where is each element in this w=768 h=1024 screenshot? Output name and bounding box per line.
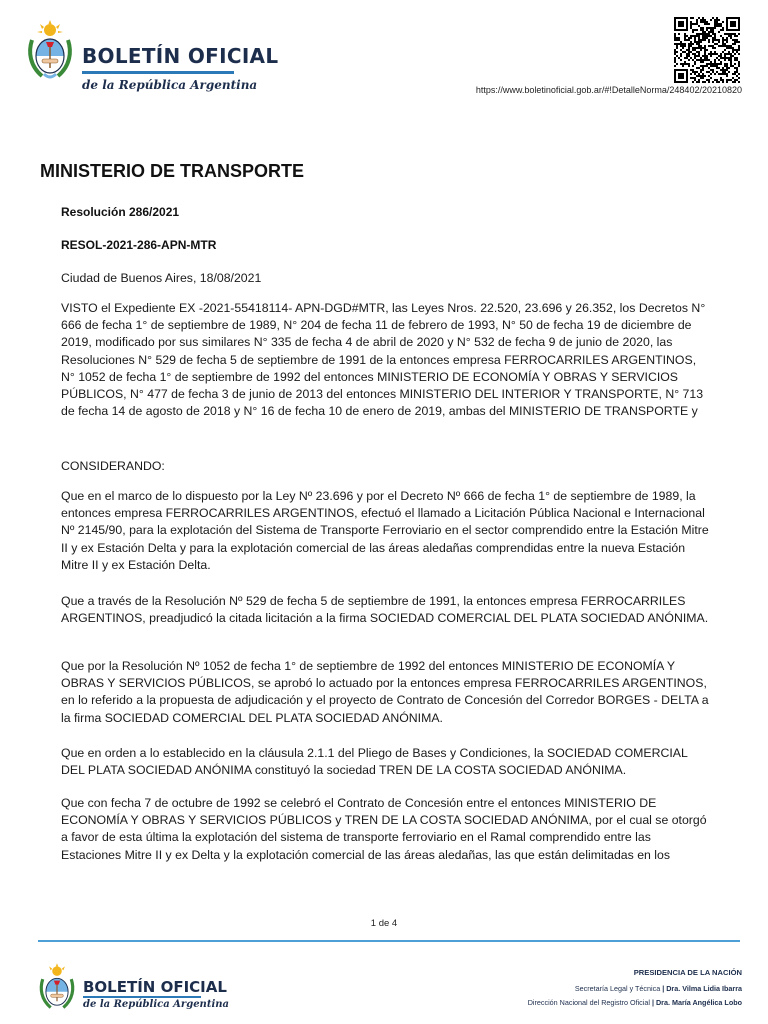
footer-brand-subtitle: de la República Argentina (83, 999, 229, 1010)
footer-separator: | (651, 998, 654, 1007)
paragraph: Que en el marco de lo dispuesto por la Ley Nº 23.696 y por el Decreto Nº 666 de fecha 1° de septiembre de 1989, la entonces empresa FERROCARRILES ARGENTINOS, efectuó el llamado a Licitación Pública Nacional e Internacional Nº 2145/90, para la explotación del Sistema de Transporte Ferroviario en el sector comprendido entre la Estación Mitre II y ex Estación Delta y para la explotación comercial de las áreas aledañas comprendidas entre la nueva Estación Mitre II y ex Estación Delta. (61, 489, 709, 572)
brand-title: BOLETÍN OFICIAL (82, 44, 279, 68)
ministry-title: MINISTERIO DE TRANSPORTE (40, 161, 305, 181)
qr-code-icon[interactable] (674, 17, 740, 83)
considerando-heading: CONSIDERANDO: (61, 459, 165, 473)
page-number: 1 de 4 (370, 918, 398, 929)
document-url[interactable]: https://www.boletinoficial.gob.ar/#!DetalleNorma/248402/20210820 (475, 85, 742, 95)
footer-secretaria-name: Dra. Vilma Lidia Ibarra (666, 984, 742, 993)
footer-secretaria: Secretaría Legal y Técnica (574, 984, 661, 993)
footer-separator: | (662, 984, 665, 993)
footer-direccion: Dirección Nacional del Registro Oficial (527, 998, 650, 1007)
paragraph: Que a través de la Resolución Nº 529 de fecha 5 de septiembre de 1991, la entonces empresa FERROCARRILES ARGENTINOS, preadjudicó la citada licitación a la firma SOCIEDAD COMERCIAL DEL PLATA SOCIEDAD ANÓNIMA. (61, 594, 709, 626)
place-date: Ciudad de Buenos Aires, 18/08/2021 (61, 271, 262, 285)
footer-brand-title: BOLETÍN OFICIAL (83, 978, 227, 996)
header-logo (26, 14, 279, 92)
visto-paragraph: VISTO el Expediente EX -2021-55418114- APN-DGD#MTR, las Leyes Nros. 22.520, 23.696 y 26.352, los Decretos N° 666 de fecha 1° de septiembre de 1989, N° 204 de fecha 11 de febrero de 1993, N° 50 de fecha 19 de diciembre de 2019, modificado por sus similares N° 335 de fecha 4 de abril de 2020 y N° 532 de fecha 9 de junio de 2020, las Resoluciones N° 529 de fecha 5 de septiembre de 1991 de la entonces empresa FERROCARRILES ARGENTINOS, N° 1052 de fecha 1° de septiembre de 1992 del entonces MINISTERIO DE ECONOMÍA Y OBRAS Y SERVICIOS PÚBLICOS, N° 477 de fecha 3 de junio de 2013 del entonces MINISTERIO DEL INTERIOR Y TRANSPORTE, N° 713 de fecha 14 de agosto de 2018 y N° 16 de fecha 10 de enero de 2019, ambas del MINISTERIO DE TRANSPORTE y (61, 301, 706, 419)
footer-secretaria-line (575, 984, 742, 993)
footer-divider (38, 940, 740, 942)
brand-divider (82, 71, 234, 74)
paragraph: Que por la Resolución Nº 1052 de fecha 1° de septiembre de 1992 del entonces MINISTERIO DE ECONOMÍA Y OBRAS Y SERVICIOS PÚBLICOS, se aprobó lo actuado por la entonces empresa FERROCARRILES ARGENTINOS, en lo referido a la propuesta de adjudicación y el proyecto de Contrato de Concesión del Corredor BORGES - DELTA a la firma SOCIEDAD COMERCIAL DEL PLATA SOCIEDAD ANÓNIMA. (61, 659, 709, 725)
footer-direccion-line (528, 998, 742, 1007)
argentina-coat-of-arms-icon (38, 960, 76, 1014)
paragraph: Que con fecha 7 de octubre de 1992 se celebró el Contrato de Concesión entre el entonces MINISTERIO DE ECONOMÍA Y OBRAS Y SERVICIOS PÚBLICOS y TREN DE LA COSTA SOCIEDAD ANÓNIMA, por el cual se otorgó a favor de esta última la explotación del sistema de transporte ferroviario en el Ramal comprendido entre las Estaciones Mitre II y ex Delta y la explotación comercial de las áreas aledañas, las que están delimitadas en los (61, 796, 707, 862)
footer-brand-divider (83, 996, 201, 998)
footer-direccion-name: Dra. María Angélica Lobo (655, 998, 742, 1007)
footer-logo (38, 960, 238, 1016)
footer-presidencia: PRESIDENCIA DE LA NACIÓN (633, 968, 742, 977)
brand-subtitle: de la República Argentina (82, 78, 258, 92)
resolution-code: RESOL-2021-286-APN-MTR (61, 238, 217, 252)
paragraph: Que en orden a lo establecido en la cláusula 2.1.1 del Pliego de Bases y Condiciones, la SOCIEDAD COMERCIAL DEL PLATA SOCIEDAD ANÓNIMA constituyó la sociedad TREN DE LA COSTA SOCIEDAD ANÓNIMA. (61, 746, 688, 778)
resolution-number: Resolución 286/2021 (61, 205, 180, 219)
argentina-coat-of-arms-icon (26, 18, 74, 82)
